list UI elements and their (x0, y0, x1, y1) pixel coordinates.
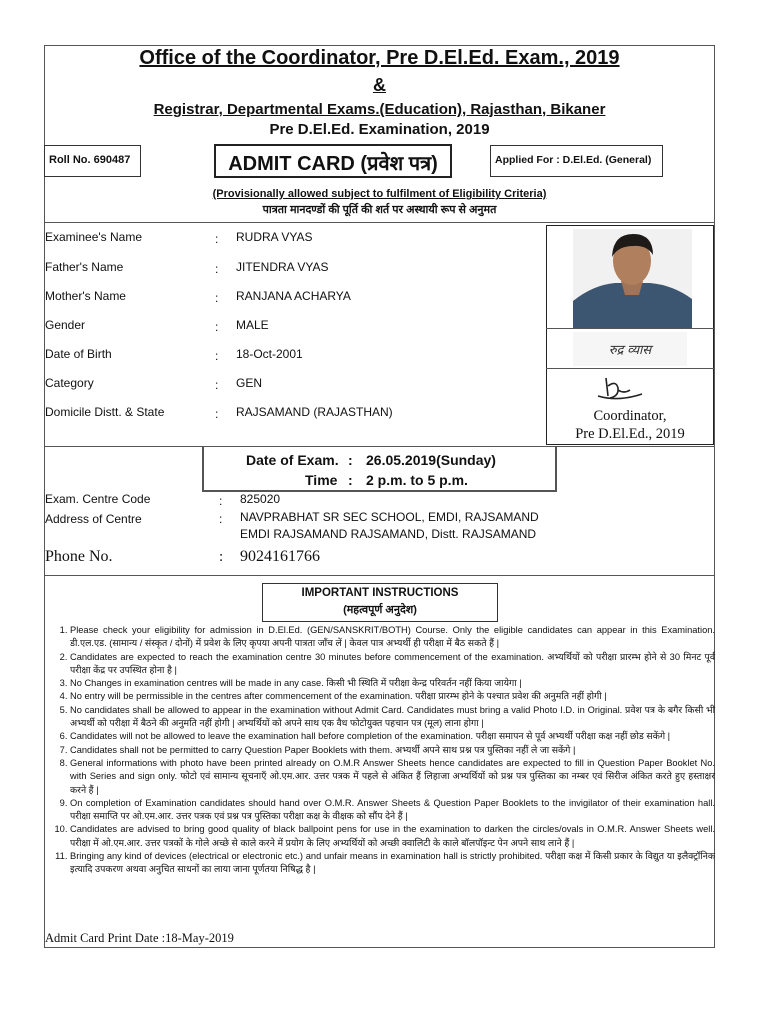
candidate-photo (573, 229, 692, 328)
roll-number: Roll No. 690487 (44, 145, 141, 177)
detail-label: Category (45, 376, 94, 390)
admit-card-title: ADMIT CARD (प्रवेश पत्र) (214, 144, 452, 178)
office-title: Office of the Coordinator, Pre D.El.Ed. Exam., 2019 (139, 47, 620, 69)
coordinator-line2: Pre D.El.Ed., 2019 (575, 426, 685, 442)
exam-title: Pre D.El.Ed. Examination, 2019 (269, 121, 490, 138)
detail-colon: : (215, 378, 219, 392)
divider (44, 222, 715, 223)
detail-label: Mother's Name (45, 289, 126, 303)
instruction-item: 2. Candidates are expected to reach the examination centre 30 minutes before commencement of the examination. अभ्यर्थियों को परीक्षा प्रारम्भ होने से 30 मिनट पूर्व परीक्षा केंद्र पर उपस्थित होना है | (70, 651, 715, 678)
detail-value: JITENDRA VYAS (236, 260, 329, 274)
detail-label: Examinee's Name (45, 230, 142, 244)
provisional-note-en: (Provisionally allowed subject to fulfilment of Eligibility Criteria) (212, 188, 547, 200)
instruction-item: 8. General informations with photo have been printed already on O.M.R Answer Sheets hence candidates are expected to fill in Question Paper Booklet No. with Series and sign only. फोटो एवं सामान्य सूचनाएँ ओ.एम.आर. उत्तर पत्रक में पहले से अंकित हैं लिहाजा अभ्यर्थियों को प्रश्न पत्र पुस्तिका का नम्बर एवं सिरीज अंकित करते हुए हस्ताक्षर करने हैं | (70, 757, 715, 797)
centre-code-colon: : (219, 494, 223, 508)
centre-code-label: Exam. Centre Code (45, 492, 151, 506)
centre-code-value: 825020 (240, 492, 281, 506)
detail-label: Domicile Distt. & State (45, 405, 165, 419)
detail-value: RANJANA ACHARYA (236, 289, 351, 303)
instruction-item: 1. Please check your eligibility for admission in D.El.Ed. (GEN/SANSKRIT/BOTH) Course. Only the eligible candidates can appear in this Examination. डी.एल.एड. (सामान्य / संस्कृत / दोनों) में प्रवेश के लिए कृपया अपनी पात्रता जाँच लें | केवल पात्र अभ्यर्थी ही परीक्षा में बैठ सकते हैं | (70, 624, 715, 651)
applied-for: Applied For : D.El.Ed. (General) (490, 145, 663, 177)
signature-divider (546, 368, 714, 369)
exam-date-label: Date of Exam. (246, 452, 339, 468)
exam-time-colon: : (348, 472, 353, 488)
coordinator-signature (588, 372, 668, 406)
instruction-item: 5. No candidates shall be allowed to appear in the examination without Admit Card. Candidates must bring a valid Photo I.D. in Original. प्रवेश पत्र के बगैर किसी भी अभ्यर्थी को परीक्षा में बैठने की अनुमति नहीं होगी | अभ्यर्थियों को अपने साथ एक वैध फोटोयुक्त पहचान पत्र (मूल) लाना होगा | (70, 704, 715, 731)
centre-address-line1: NAVPRABHAT SR SEC SCHOOL, EMDI, RAJSAMAND (240, 510, 539, 524)
centre-address-line2: EMDI RAJSAMAND RAJSAMAND, Distt. RAJSAMAND (240, 527, 537, 541)
detail-label: Gender (45, 318, 86, 332)
detail-colon: : (215, 349, 219, 363)
divider (44, 575, 715, 576)
coordinator-line1: Coordinator, (593, 408, 667, 424)
detail-colon: : (215, 291, 219, 305)
centre-address-colon: : (219, 512, 223, 526)
print-date: Admit Card Print Date :18-May-2019 (45, 931, 234, 945)
instruction-item: 4. No entry will be permissible in the centres after commencement of the examination. परीक्षा प्रारम्भ होने के पश्चात प्रवेश की अनुमति नहीं होगी | (70, 690, 715, 703)
candidate-signature-hindi: रुद्र व्यास (573, 332, 687, 366)
detail-value: 18-Oct-2001 (236, 347, 303, 361)
exam-date-colon: : (348, 452, 353, 468)
instructions-title-hi: (महत्वपूर्ण अनुदेश) (343, 604, 417, 616)
provisional-note-hi: पात्रता मानदण्डों की पूर्ति की शर्त पर अस्थायी रूप से अनुमत (262, 204, 497, 216)
exam-time-value: 2 p.m. to 5 p.m. (366, 472, 468, 488)
detail-colon: : (215, 320, 219, 334)
instruction-item: 7. Candidates shall not be permitted to carry Question Paper Booklets with them. अभ्यर्थी अपने साथ प्रश्न पत्र पुस्तिका नहीं ले जा सकेंगे | (70, 744, 715, 757)
instructions-title-en: IMPORTANT INSTRUCTIONS (301, 587, 459, 599)
detail-label: Date of Birth (45, 347, 112, 361)
phone-label: Phone No. (45, 548, 113, 565)
detail-colon: : (215, 232, 219, 246)
photo-divider (546, 328, 714, 329)
instruction-item: 10. Candidates are advised to bring good quality of black ballpoint pens for use in the examination to darken the circles/ovals in O.M.R. Answer Sheets well. परीक्षा में ओ.एम.आर. उत्तर पत्रकों के गोले अच्छे से काले करने में प्रयोग के लिए अभ्यर्थियों को अच्छी क्वालिटी के काले बॉलपॉइन्ट पेन अपने साथ लाने हैं | (70, 823, 715, 850)
ampersand: & (373, 75, 386, 95)
instruction-item: 6. Candidates will not be allowed to leave the examination hall before completion of the examination. परीक्षा समापन से पूर्व अभ्यर्थी परीक्षा कक्ष नहीं छोड सकेंगे | (70, 730, 715, 743)
detail-value: GEN (236, 376, 263, 390)
exam-date-value: 26.05.2019(Sunday) (366, 452, 496, 468)
instructions-list (46, 624, 715, 877)
instruction-item: 11. Bringing any kind of devices (electrical or electronic etc.) and unfair means in examination hall is strictly prohibited. परीक्षा कक्ष में किसी प्रकार के विद्युत या इलैक्ट्रॉनिक इत्यादि उपकरण अथवा अनुचित साधनों का लाया जाना पूर्णतया निषिद्ध है | (70, 850, 715, 877)
phone-colon: : (219, 549, 224, 565)
detail-label: Father's Name (45, 260, 124, 274)
exam-time-label: Time (305, 472, 338, 488)
detail-colon: : (215, 262, 219, 276)
detail-colon: : (215, 407, 219, 421)
phone-value: 9024161766 (240, 548, 320, 565)
detail-value: RUDRA VYAS (236, 230, 313, 244)
registrar-title: Registrar, Departmental Exams.(Education), Rajasthan, Bikaner (153, 101, 606, 118)
instruction-item: 9. On completion of Examination candidates should hand over O.M.R. Answer Sheets & Question Paper Booklets to the invigilator of their examination hall. परीक्षा समाप्ति पर ओ.एम.आर. उत्तर पत्रक एवं प्रश्न पत्र पुस्तिका परीक्षा कक्ष के वीक्षक को सौंप देने हैं | (70, 797, 715, 824)
detail-value: MALE (236, 318, 269, 332)
detail-value: RAJSAMAND (RAJASTHAN) (236, 405, 393, 419)
centre-address-label: Address of Centre (45, 512, 142, 526)
instruction-item: 3. No Changes in examination centres will be made in any case. किसी भी स्थिति में परीक्षा केन्द्र परिवर्तन नहीं किया जायेगा | (70, 677, 715, 690)
